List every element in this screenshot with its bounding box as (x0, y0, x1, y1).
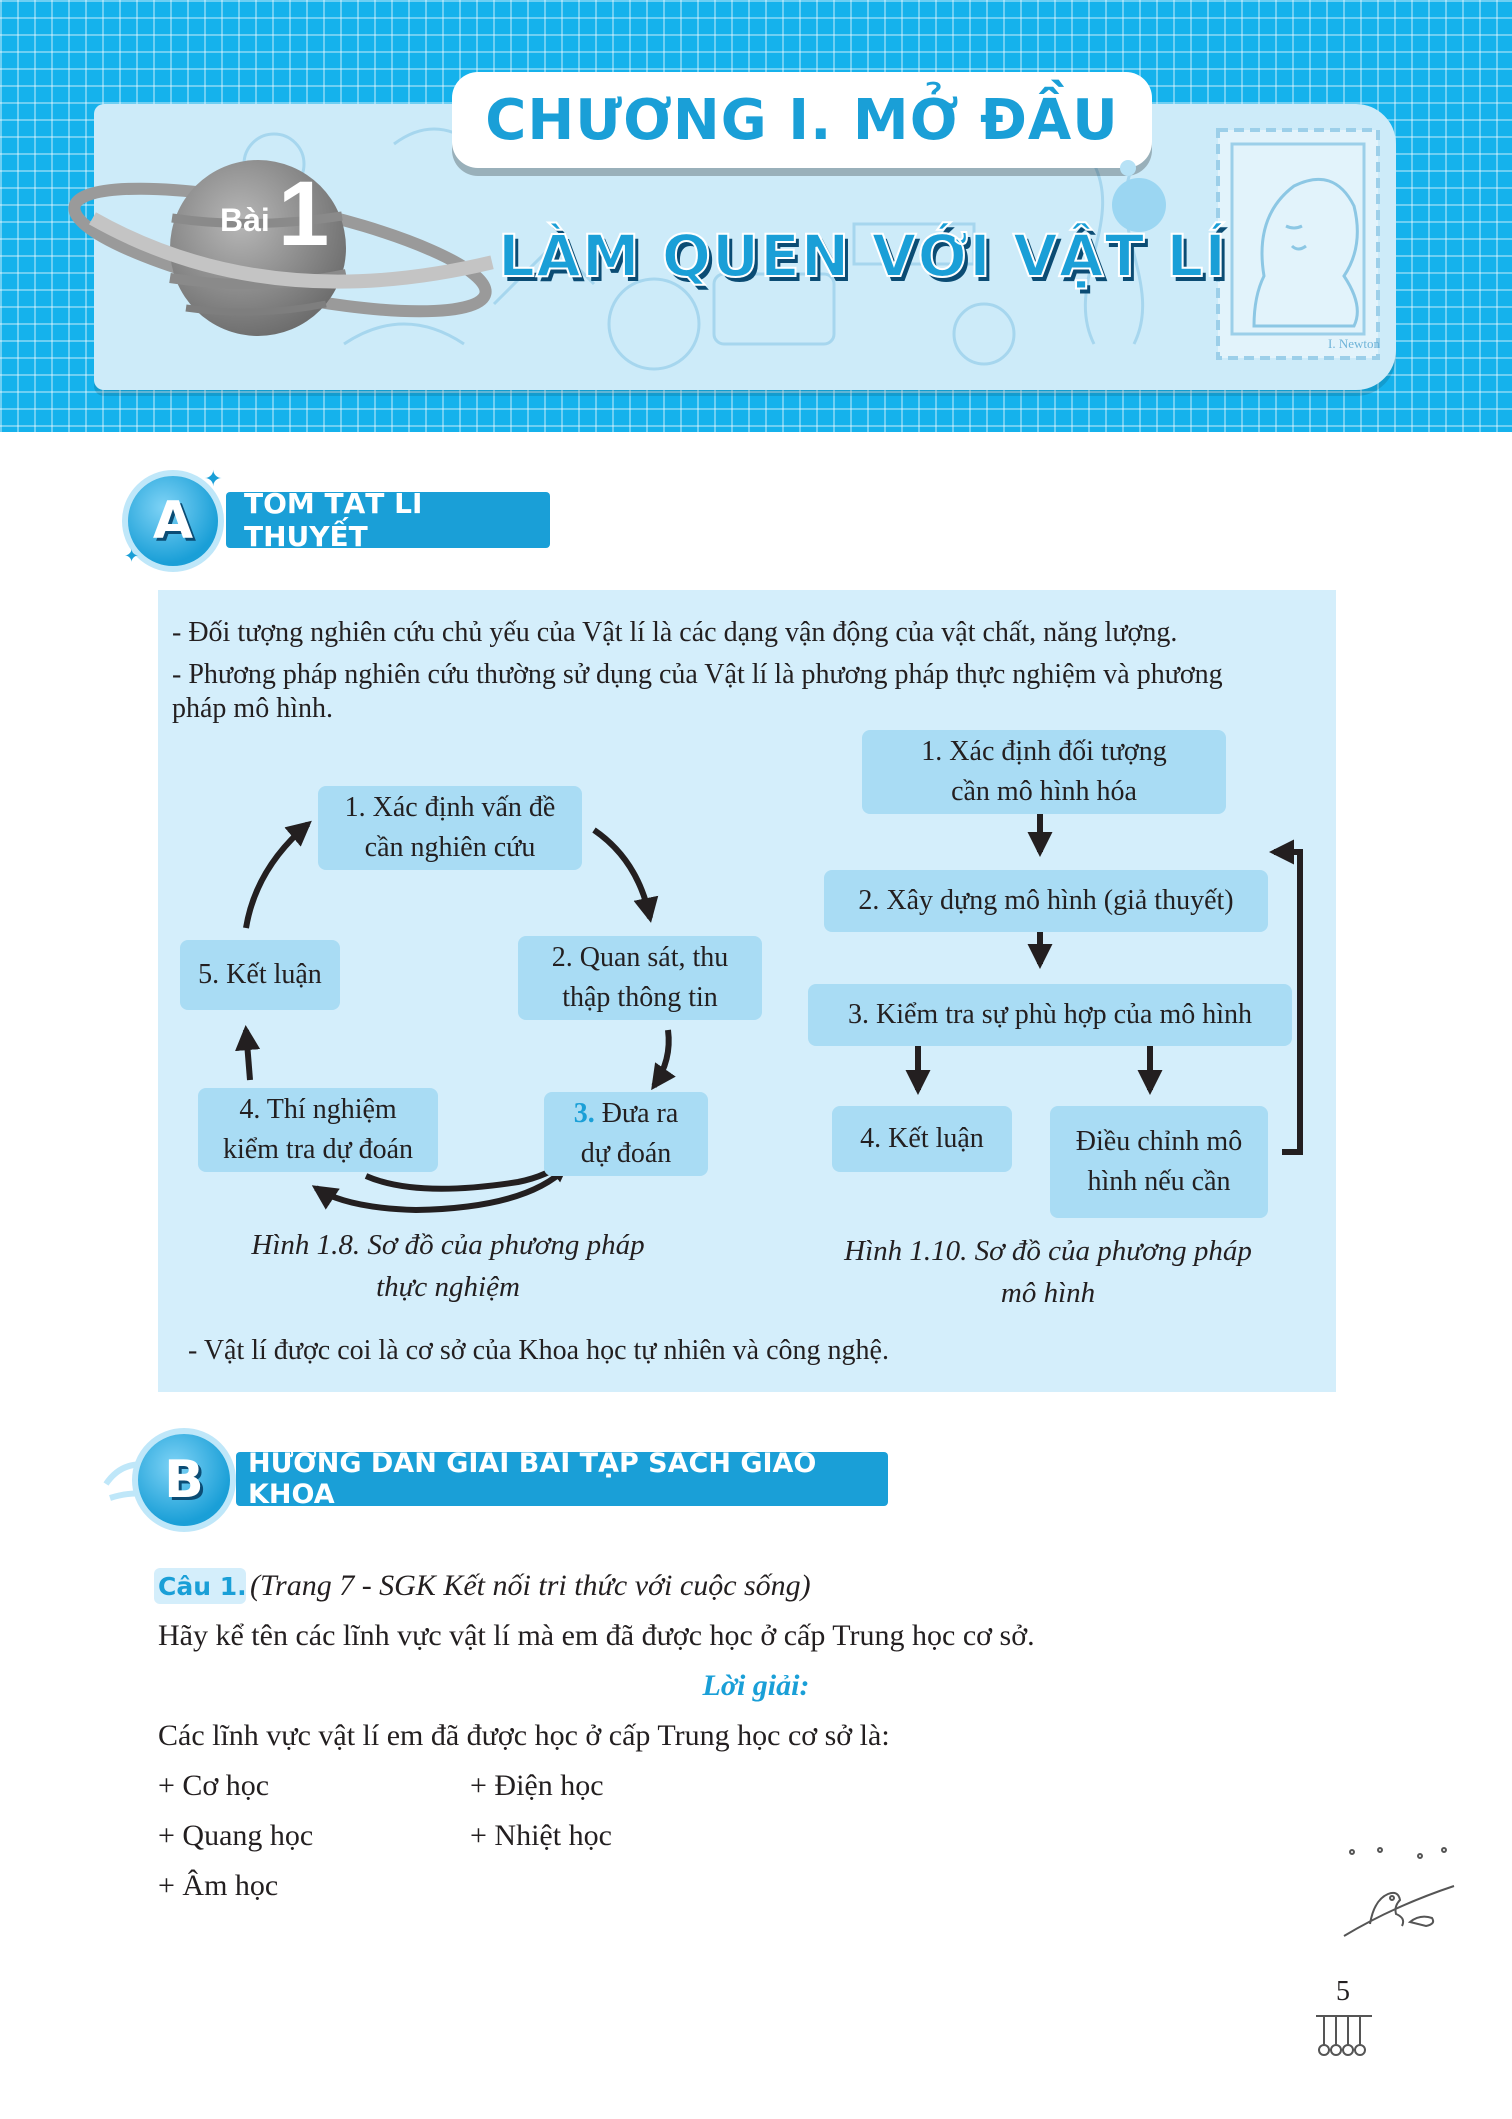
section-a-title: TÓM TẮT LÍ THUYẾT (244, 487, 423, 553)
answer-item: + Điện học (470, 1769, 604, 1802)
sparkle-icon: ✦ (204, 466, 223, 491)
model-step-3 (808, 984, 1292, 1046)
arrow-1-to-2 (594, 830, 650, 918)
section-b-title: HƯỚNG DẪN GIẢI BÀI TẬP SÁCH GIÁO KHOA (248, 1448, 817, 1510)
model-step-adjust-line-a: Điều chỉnh mô (1075, 1126, 1243, 1157)
newton-portrait-stamp (1214, 126, 1384, 366)
lesson-title: LÀM QUEN VỚI VẬT LÍ (498, 222, 1227, 290)
figure-1-10-caption-a: Hình 1.10. Sơ đồ của phương pháp (844, 1235, 1252, 1267)
solution-label: Lời giải: (702, 1669, 810, 1702)
section-a-title-bar (226, 487, 550, 553)
answer-item: + Quang học (158, 1819, 314, 1852)
model-step-3-label: 3. Kiểm tra sự phù hợp của mô hình (847, 999, 1253, 1030)
model-step-1-line-a: 1. Xác định đối tượng (921, 736, 1167, 767)
question-1-source: (Trang 7 - SGK Kết nối tri thức với cuộc sống) (250, 1569, 811, 1602)
experiment-step-2-line-a: 2. Quan sát, thu (551, 942, 729, 973)
newtons-cradle-icon (1314, 2012, 1374, 2060)
theory-line-3: - Vật lí được coi là cơ sở của Khoa học tự nhiên và công nghệ. (188, 1335, 889, 1366)
experiment-step-3 (544, 1092, 708, 1176)
model-step-1-line-b: cần mô hình hóa (951, 776, 1137, 807)
model-step-2-label: 2. Xây dựng mô hình (giả thuyết) (858, 885, 1234, 916)
answer-intro: Các lĩnh vực vật lí em đã được học ở cấp Trung học cơ sở là: (158, 1719, 890, 1752)
model-step-adjust-line-b: hình nếu cần (1087, 1166, 1231, 1197)
experiment-step-1 (318, 786, 582, 870)
question-1-prompt: Hãy kể tên các lĩnh vực vật lí mà em đã được học ở cấp Trung học cơ sở. (158, 1619, 1035, 1652)
model-step-adjust (1050, 1106, 1268, 1218)
figure-1-8-caption-a: Hình 1.8. Sơ đồ của phương pháp (251, 1229, 645, 1261)
section-b-letter: B (164, 1450, 204, 1510)
model-step-4-label: 4. Kết luận (860, 1123, 984, 1154)
experiment-step-1-line-b: cần nghiên cứu (364, 832, 536, 863)
section-b-title-bar (236, 1448, 888, 1510)
model-step-1 (862, 730, 1226, 814)
newton-caption: I. Newton (1328, 336, 1380, 351)
sparkle-icon: ✦ (124, 546, 140, 566)
lesson-label: Bài (220, 202, 270, 238)
figure-1-10-caption-b: mô hình (1000, 1277, 1096, 1309)
question-1-label: Câu 1. (158, 1572, 247, 1601)
experiment-step-4 (198, 1088, 438, 1172)
answer-item: + Nhiệt học (470, 1819, 612, 1852)
theory-box (158, 590, 1336, 1392)
chapter-title: CHƯƠNG I. MỞ ĐẦU (485, 87, 1119, 153)
experiment-step-5-label: 5. Kết luận (198, 959, 322, 990)
experiment-step-3-line-b: dự đoán (580, 1138, 672, 1169)
page-number: 5 (1336, 1976, 1350, 2007)
answer-item: + Âm học (158, 1869, 279, 1902)
decor-dot-small (1120, 160, 1136, 176)
experiment-step-4-line-b: kiểm tra dự đoán (222, 1134, 414, 1165)
arrow-2-to-3 (654, 1030, 669, 1086)
experiment-step-2-line-b: thập thông tin (562, 982, 718, 1013)
model-step-2 (824, 870, 1268, 932)
experiment-step-2 (518, 936, 762, 1020)
theory-line-2a: - Phương pháp nghiên cứu thường sử dụng của Vật lí là phương pháp thực nghiệm và phương (172, 659, 1223, 690)
experiment-step-1-line-a: 1. Xác định vấn đề (344, 792, 556, 823)
section-b-badge (132, 1428, 236, 1532)
lesson-number: 1 (278, 163, 330, 265)
arrow-5-to-1 (246, 824, 308, 928)
experiment-step-5 (180, 940, 340, 1010)
experiment-step-3-number: 3. (573, 1098, 595, 1129)
figure-1-8-caption (188, 1224, 708, 1308)
experiment-step-3-line-a: Đưa ra (601, 1098, 679, 1129)
theory-line-2b: pháp mô hình. (172, 693, 333, 724)
chapter-title-box (452, 72, 1152, 168)
figure-1-8-caption-b: thực nghiệm (376, 1271, 520, 1303)
answer-item: + Cơ học (158, 1769, 270, 1802)
arrow-4-to-5 (246, 1030, 250, 1080)
model-step-4 (832, 1106, 1012, 1172)
theory-line-1: - Đối tượng nghiên cứu chủ yếu của Vật lí là các dạng vận động của vật chất, năng lượng. (172, 617, 1178, 648)
experiment-step-4-line-a: 4. Thí nghiệm (239, 1094, 397, 1125)
section-a-letter: A (152, 491, 194, 551)
dinosaur-doodle-icon (1340, 1840, 1460, 1950)
figure-1-10-caption (798, 1230, 1298, 1314)
